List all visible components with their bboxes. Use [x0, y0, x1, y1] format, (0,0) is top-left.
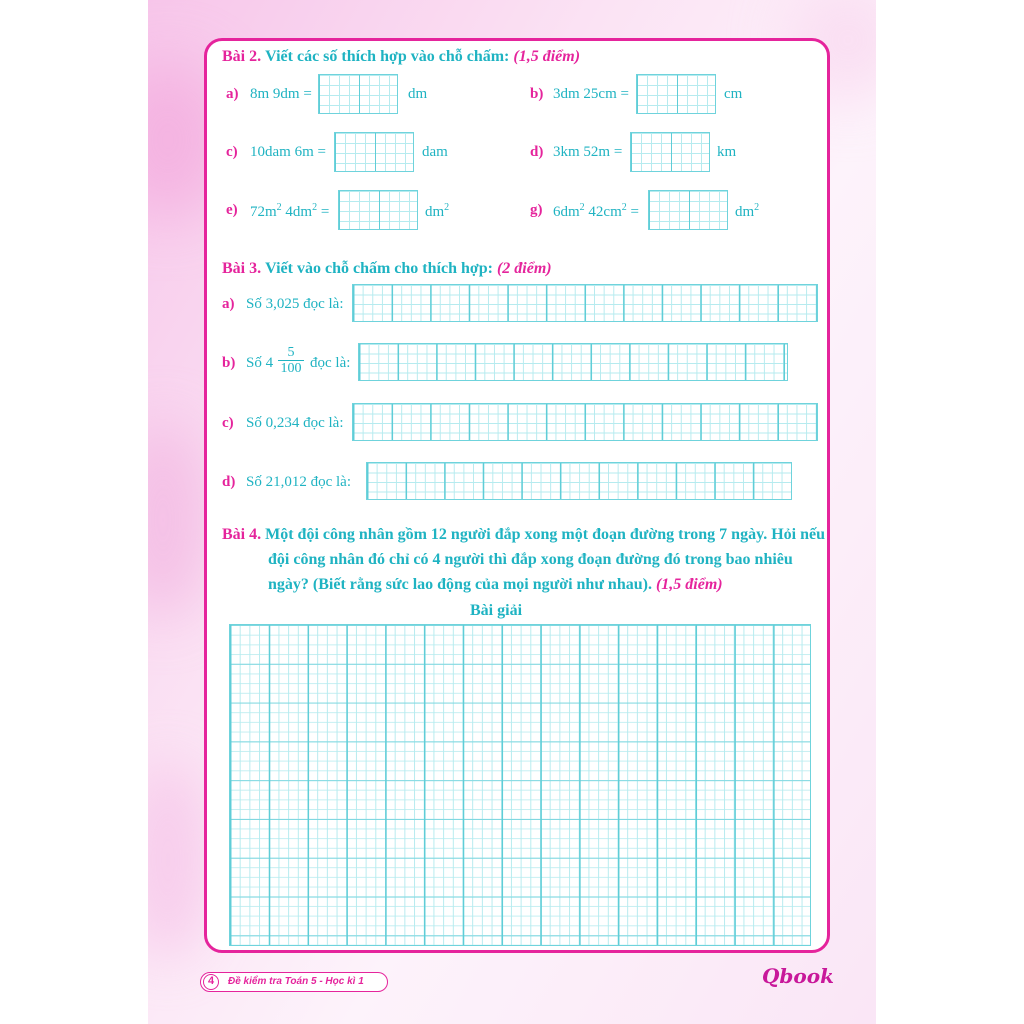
- bai4-line2: đội công nhân đó chỉ có 4 người thì đắp xong đoạn đường đó trong bao nhiêu: [268, 551, 793, 568]
- bai3-a-answer-line[interactable]: [352, 284, 818, 322]
- fraction-denominator: 100: [278, 360, 304, 376]
- bai3-points: (2 điểm): [496, 260, 552, 277]
- solution-grid[interactable]: [229, 624, 811, 946]
- bai2-a-answer-box[interactable]: [318, 74, 398, 114]
- bai4-line3: [268, 576, 723, 594]
- bai2-d-expr: 3km 52m =: [553, 144, 623, 160]
- bai2-g-letter: g): [530, 202, 543, 218]
- bai3-c-text: Số 0,234 đọc là:: [246, 415, 344, 431]
- bai2-e-expr: [250, 202, 329, 221]
- bai3-label: Bài 3.: [222, 260, 262, 277]
- bai3-d-text: Số 21,012 đọc là:: [246, 474, 351, 490]
- decor-blob: [148, 420, 208, 620]
- bai2-heading: [222, 48, 580, 66]
- footer-title: Đề kiểm tra Toán 5 - Học kì 1: [228, 976, 364, 987]
- superscript: 2: [276, 202, 282, 213]
- superscript: 2: [579, 202, 585, 213]
- bai2-g-expr-part: =: [626, 204, 639, 220]
- bai2-g-expr-part: 6dm: [553, 204, 580, 220]
- bai2-b-answer-box[interactable]: [636, 74, 716, 114]
- bai2-b-expr: 3dm 25cm =: [553, 86, 629, 102]
- bai2-e-expr-part: =: [317, 204, 330, 220]
- bai2-b-letter: b): [530, 86, 544, 102]
- bai2-instruction: Viết các số thích hợp vào chỗ chấm:: [265, 48, 510, 65]
- bai4-line1: [222, 526, 825, 544]
- unit-text: dm: [425, 204, 445, 220]
- bai2-b-unit: cm: [724, 86, 743, 102]
- bai2-e-expr-part: 4dm: [281, 204, 313, 220]
- superscript: 2: [312, 202, 318, 213]
- fraction-numerator: 5: [287, 345, 295, 360]
- bai2-g-expr-part: 42cm: [584, 204, 622, 220]
- superscript: 2: [754, 202, 760, 213]
- bai2-points: (1,5 điểm): [513, 48, 581, 65]
- bai3-b-fraction: [278, 345, 304, 376]
- bai2-g-expr: [553, 202, 639, 221]
- bai2-e-expr-part: 72m: [250, 204, 277, 220]
- bai2-c-answer-box[interactable]: [334, 132, 414, 172]
- unit-text: dm: [735, 204, 755, 220]
- bai2-e-letter: e): [226, 202, 238, 218]
- bai3-c-letter: c): [222, 415, 234, 431]
- bai2-a-letter: a): [226, 86, 239, 102]
- bai2-g-unit: [735, 202, 759, 221]
- bai2-e-answer-box[interactable]: [338, 190, 418, 230]
- bai4-text-1: Một đội công nhân gồm 12 người đắp xong một đoạn đường trong 7 ngày. Hỏi nếu: [265, 526, 825, 543]
- page-number: 4: [203, 974, 219, 990]
- bai2-d-unit: km: [717, 144, 737, 160]
- bai2-c-expr: 10dam 6m =: [250, 144, 326, 160]
- bai4-points: (1,5 điểm): [655, 576, 723, 593]
- bai2-c-letter: c): [226, 144, 238, 160]
- bai2-c-unit: dam: [422, 144, 448, 160]
- bai2-d-letter: d): [530, 144, 544, 160]
- bai2-e-unit: [425, 202, 449, 221]
- bai3-b-suffix: đọc là:: [310, 355, 351, 371]
- bai4-label: Bài 4.: [222, 526, 262, 543]
- bai3-a-letter: a): [222, 296, 235, 312]
- superscript: 2: [621, 202, 627, 213]
- bai3-b-letter: b): [222, 355, 236, 371]
- bai3-c-answer-line[interactable]: [352, 403, 818, 441]
- qbook-logo: Qbook: [762, 964, 834, 988]
- solution-title: Bài giải: [470, 602, 523, 619]
- bai4-text-3: ngày? (Biết rằng sức lao động của mọi người như nhau).: [268, 576, 652, 593]
- bai3-b-prefix: Số 4: [246, 355, 274, 371]
- bai3-d-letter: d): [222, 474, 236, 490]
- decor-blob: [148, 760, 208, 960]
- superscript: 2: [444, 202, 450, 213]
- bai2-label: Bài 2.: [222, 48, 262, 65]
- bai3-instruction: Viết vào chỗ chấm cho thích hợp:: [265, 260, 493, 277]
- bai2-a-unit: dm: [408, 86, 428, 102]
- bai3-d-answer-line[interactable]: [366, 462, 792, 500]
- bai2-a-expr: 8m 9dm =: [250, 86, 312, 102]
- bai3-a-text: Số 3,025 đọc là:: [246, 296, 344, 312]
- bai3-heading: [222, 260, 552, 278]
- bai2-d-answer-box[interactable]: [630, 132, 710, 172]
- bai2-g-answer-box[interactable]: [648, 190, 728, 230]
- bai3-b-answer-line[interactable]: [358, 343, 788, 381]
